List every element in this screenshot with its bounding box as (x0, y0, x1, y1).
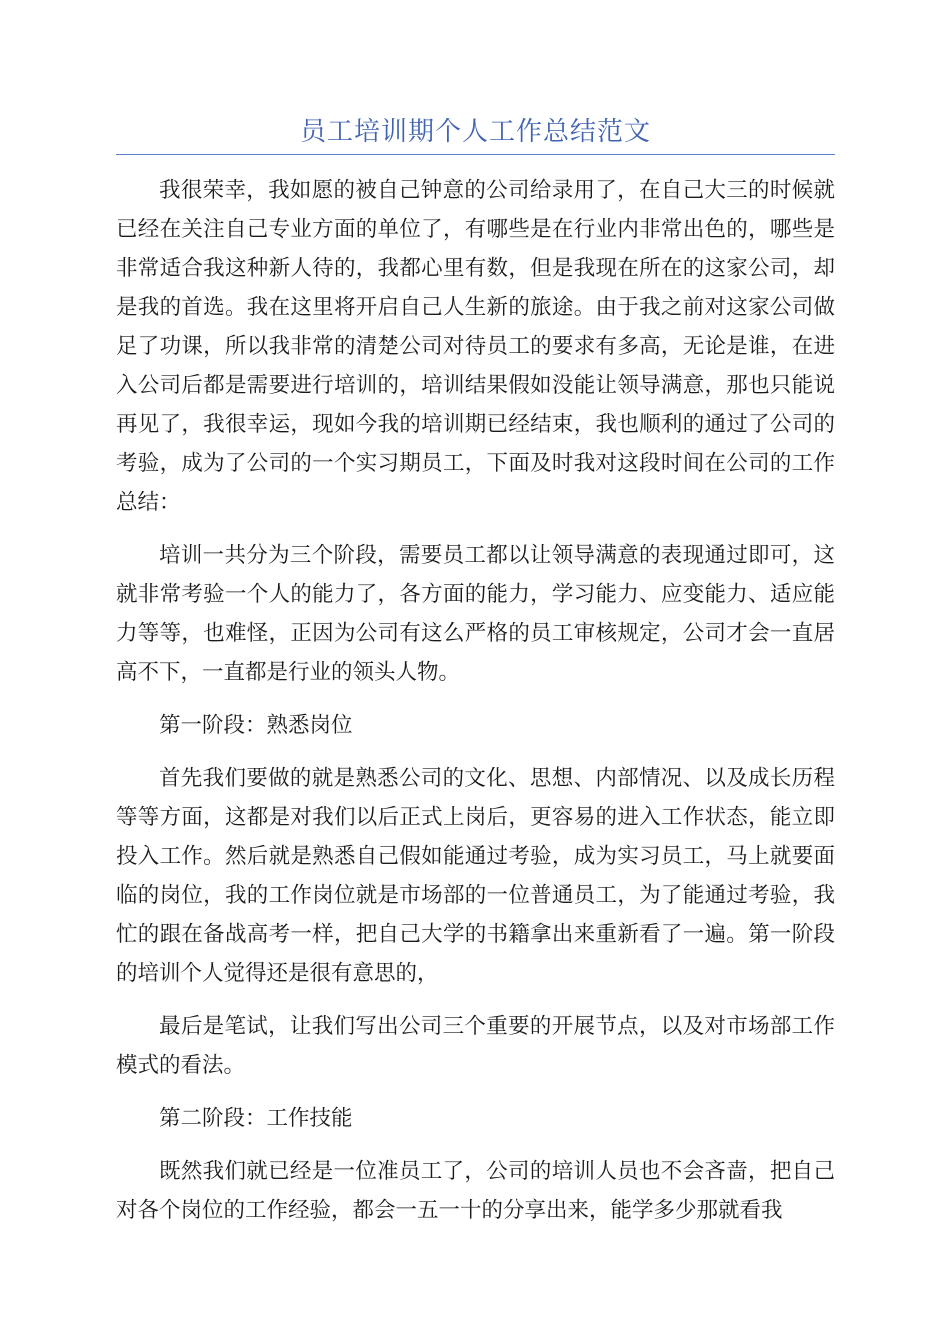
section-heading-stage-one: 第一阶段：熟悉岗位 (159, 713, 353, 738)
paragraph-stage-two: 既然我们就已经是一位准员工了，公司的培训人员也不会吝啬，把自己对各个岗位的工作经验，都会一五一十的分享出来，能学多少那就看我 (116, 1159, 835, 1223)
paragraph-intro: 我很荣幸，我如愿的被自己钟意的公司给录用了，在自己大三的时候就已经在关注自己专业方面的单位了，有哪些是在行业内非常出色的，哪些是非常适合我这种新人待的，我都心里有数，但是我现在所在的这家公司，却是我的首选。我在这里将开启自己人生新的旅途。由于我之前对这家公司做足了功课，所以我非常的清楚公司对待员工的要求有多高，无论是谁，在进入公司后都是需要进行培训的，培训结果假如没能让领导满意，那也只能说再见了，我很幸运，现如今我的培训期已经结束，我也顺利的通过了公司的考验，成为了公司的一个实习期员工，下面及时我对这段时间在公司的工作总结： (116, 178, 835, 515)
paragraph-training-overview: 培训一共分为三个阶段，需要员工都以让领导满意的表现通过即可，这就非常考验一个人的能力了，各方面的能力，学习能力、应变能力、适应能力等等，也难怪，正因为公司有这么严格的员工审核规定，公司才会一直居高不下，一直都是行业的领头人物。 (116, 543, 835, 685)
title-underline (116, 154, 835, 155)
document-body (116, 171, 835, 1244)
paragraph-stage-one: 首先我们要做的就是熟悉公司的文化、思想、内部情况、以及成长历程等等方面，这都是对我们以后正式上岗后，更容易的进入工作状态，能立即投入工作。然后就是熟悉自己假如能通过考验，成为实习员工，马上就要面临的岗位，我的工作岗位就是市场部的一位普通员工，为了能通过考验，我忙的跟在备战高考一样，把自己大学的书籍拿出来重新看了一遍。第一阶段的培训个人觉得还是很有意思的， (116, 766, 835, 986)
section-heading-stage-two: 第二阶段：工作技能 (159, 1106, 353, 1131)
paragraph-written-test: 最后是笔试，让我们写出公司三个重要的开展节点，以及对市场部工作模式的看法。 (116, 1014, 835, 1078)
document-title: 员工培训期个人工作总结范文 (299, 117, 651, 147)
